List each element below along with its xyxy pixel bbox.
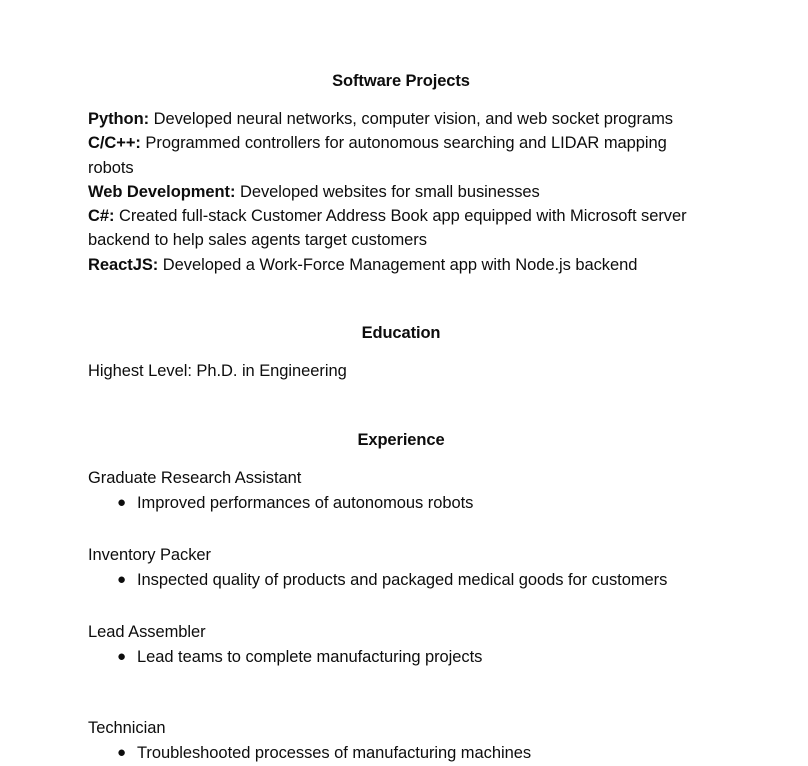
project-text-python: Developed neural networks, computer vision, and web socket programs [149, 110, 674, 128]
job-title: Lead Assembler [88, 623, 206, 642]
experience-entry-inventory-packer [88, 543, 714, 593]
project-label-python: Python: [88, 110, 150, 128]
bullet-text: Lead teams to complete manufacturing projects [137, 648, 483, 667]
job-bullet-list [88, 490, 714, 516]
software-projects-list [88, 107, 714, 277]
list-item [88, 740, 714, 766]
job-bullet-list [88, 644, 714, 670]
section-heading-experience: Experience [357, 431, 445, 450]
experience-entry-lead-assembler [88, 620, 714, 670]
project-label-web-development: Web Development: [88, 182, 236, 201]
job-title: Technician [88, 719, 166, 738]
bullet-icon: ● [117, 571, 127, 589]
project-text-csharp: Created full-stack Customer Address Book app equipped with Microsoft server backend to help sales agents target customers [88, 207, 687, 250]
job-bullet-list [88, 740, 714, 766]
resume-content-column [88, 0, 714, 766]
job-bullet-list [88, 567, 714, 593]
project-text-cpp: Programmed controllers for autonomous searching and LIDAR mapping robots [88, 134, 667, 177]
bullet-icon: ● [117, 494, 127, 512]
list-item [88, 644, 714, 670]
bullet-text: Improved performances of autonomous robots [137, 494, 474, 513]
section-heading-software-projects: Software Projects [332, 72, 470, 90]
bullet-text: Troubleshooted processes of manufacturing machines [137, 744, 532, 763]
education-highest-level: Highest Level: Ph.D. in Engineering [88, 362, 347, 381]
project-text-web-development: Developed websites for small businesses [235, 182, 540, 201]
project-item-csharp [88, 204, 714, 253]
project-item-python [88, 107, 714, 131]
bullet-icon: ● [117, 648, 127, 666]
job-title: Graduate Research Assistant [88, 469, 302, 488]
experience-entry-graduate-research-assistant [88, 466, 714, 516]
list-item [88, 567, 714, 593]
project-label-reactjs: ReactJS: [88, 255, 159, 274]
project-item-web-development [88, 180, 714, 204]
bullet-icon: ● [117, 744, 127, 762]
project-item-reactjs [88, 253, 714, 277]
list-item [88, 490, 714, 516]
project-text-reactjs: Developed a Work-Force Management app with Node.js backend [158, 255, 638, 274]
job-title: Inventory Packer [88, 546, 212, 565]
bullet-text: Inspected quality of products and packaged medical goods for customers [137, 571, 668, 590]
project-label-csharp: C#: [88, 207, 115, 226]
project-label-cpp: C/C++: [88, 134, 141, 153]
project-item-cpp [88, 131, 714, 180]
experience-entry-technician [88, 716, 714, 766]
section-heading-education: Education [361, 324, 441, 343]
